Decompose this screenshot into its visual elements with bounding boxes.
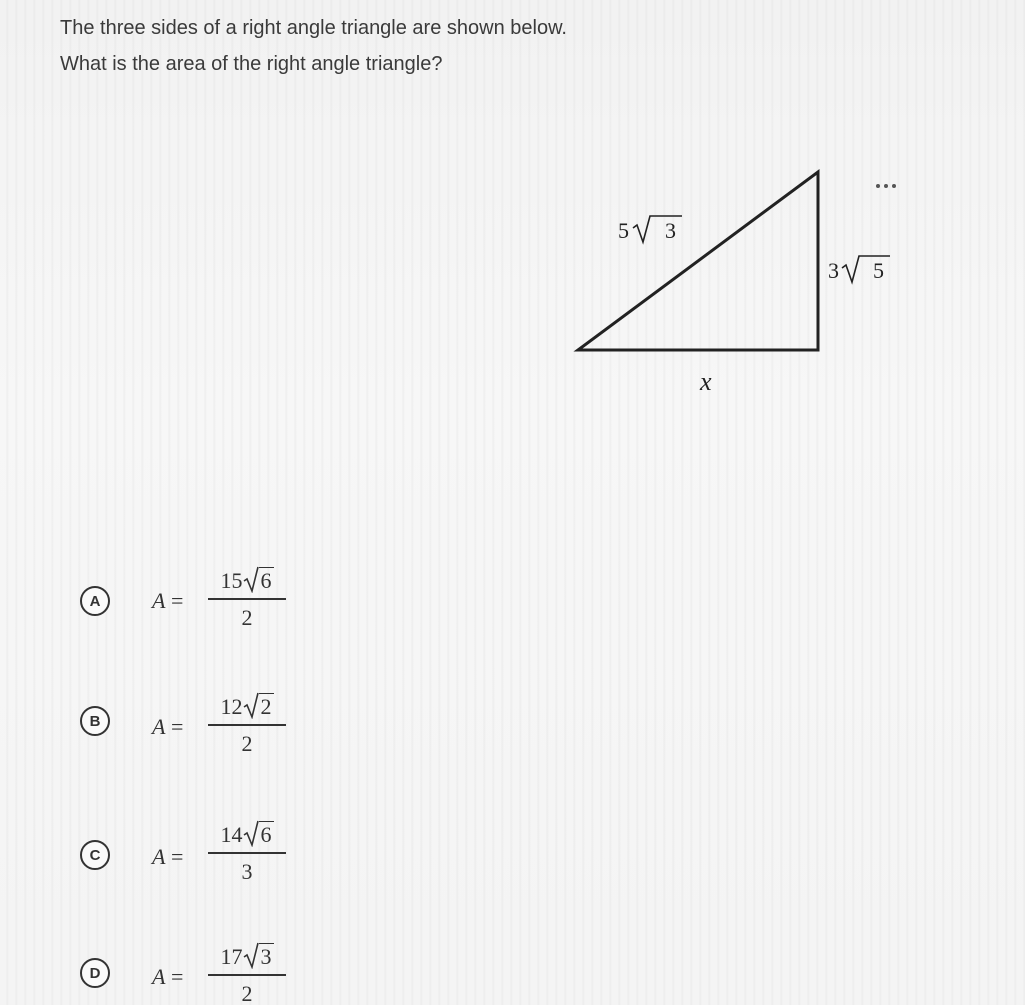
base-label: x — [700, 367, 712, 396]
fraction — [208, 692, 286, 758]
equals-sign: = — [170, 588, 184, 613]
fraction-numerator — [208, 942, 286, 972]
area-symbol: A — [152, 714, 166, 739]
fraction-bar — [208, 852, 286, 854]
hypotenuse-label — [618, 216, 682, 243]
radicand: 2 — [260, 694, 272, 719]
fraction-numerator — [208, 566, 286, 596]
sqrt — [243, 566, 274, 596]
fraction — [208, 820, 286, 886]
area-symbol: A — [152, 844, 166, 869]
choice-badge: C — [80, 840, 110, 870]
radicand: 6 — [260, 822, 272, 847]
fraction-denominator: 2 — [241, 731, 253, 756]
question-line-1: The three sides of a right angle triangle are shown below. — [60, 17, 567, 39]
sqrt — [243, 820, 274, 850]
equals-sign: = — [170, 844, 184, 869]
numerator-coef: 15 — [220, 568, 243, 593]
fraction — [208, 942, 286, 1005]
hypotenuse-coef: 5 — [618, 218, 629, 243]
triangle-diagram — [560, 160, 920, 410]
area-symbol: A — [152, 964, 166, 989]
numerator-coef: 17 — [220, 944, 243, 969]
triangle-shape — [578, 172, 818, 350]
sqrt-sign — [243, 565, 259, 593]
sqrt-sign — [243, 819, 259, 847]
choice-badge: A — [80, 586, 110, 616]
sqrt-sign — [243, 941, 259, 969]
choice-a[interactable] — [80, 566, 340, 646]
choice-lhs — [152, 714, 183, 740]
triangle-svg — [560, 160, 920, 410]
choice-lhs — [152, 844, 183, 870]
hypotenuse-rad: 3 — [665, 218, 676, 243]
choice-c[interactable] — [80, 818, 340, 898]
choice-lhs — [152, 964, 183, 990]
choice-badge: D — [80, 958, 110, 988]
sqrt — [243, 942, 274, 972]
choice-lhs — [152, 588, 183, 614]
sqrt-sign — [243, 691, 259, 719]
fraction-bar — [208, 598, 286, 600]
equals-sign: = — [170, 964, 184, 989]
equals-sign: = — [170, 714, 184, 739]
area-symbol: A — [152, 588, 166, 613]
fraction-denominator: 2 — [241, 605, 253, 630]
choice-b[interactable] — [80, 692, 340, 772]
fraction — [208, 566, 286, 632]
radicand: 3 — [260, 944, 272, 969]
question-line-2: What is the area of the right angle triangle? — [60, 53, 443, 75]
vertical-rad: 5 — [873, 258, 884, 283]
fraction-bar — [208, 724, 286, 726]
numerator-coef: 14 — [220, 822, 243, 847]
radicand: 6 — [260, 568, 272, 593]
vertical-coef: 3 — [828, 258, 839, 283]
fraction-numerator — [208, 692, 286, 722]
sqrt — [243, 692, 274, 722]
question-text — [60, 10, 567, 82]
fraction-bar — [208, 974, 286, 976]
vertical-leg-label — [828, 256, 890, 283]
choice-d[interactable] — [80, 938, 340, 1005]
fraction-numerator — [208, 820, 286, 850]
fraction-denominator: 3 — [241, 859, 253, 884]
choice-badge: B — [80, 706, 110, 736]
fraction-denominator: 2 — [241, 981, 253, 1005]
numerator-coef: 12 — [220, 694, 243, 719]
